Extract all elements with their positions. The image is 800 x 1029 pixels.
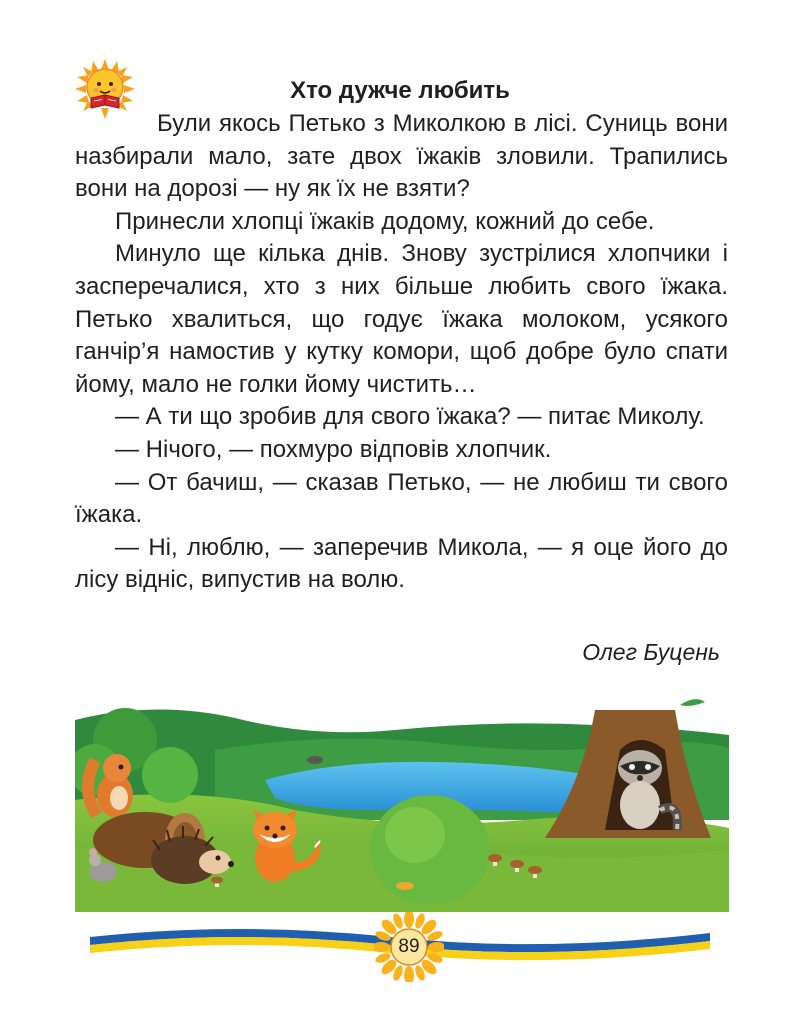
story-author: Олег Буцень <box>582 639 720 665</box>
page-number-badge <box>374 912 444 982</box>
story-paragraph: Були якось Петько з Миколкою в лісі. Суниць вони назбирали мало, зате двох їжаків зловили. Трапились вони на дорозі — ну як їх не взяти? <box>75 110 728 203</box>
story-paragraph: — А ти що зробив для свого їжака? — питає Миколу. <box>115 403 705 431</box>
story-paragraph: — Нічого, — похмуро відповів хлопчик. <box>115 435 552 463</box>
story-paragraph: — От бачиш, — сказав Петько, — не любиш ти свого їжака. <box>75 468 728 529</box>
story-title: Хто дужче любить <box>290 77 510 104</box>
story-paragraph: Принесли хлопці їжаків додому, кожний до себе. <box>115 207 655 235</box>
story-paragraph: Минуло ще кілька днів. Знову зустрілися хлопчики і засперечалися, хто з них більше любить свого їжака. Петько хвалиться, що годує їжака молоком, усякого ганчір’я намостив у кутку комори, щоб добре було спати йому, мало не голки йому чистить… <box>75 240 728 398</box>
forest-animals-illustration <box>75 690 729 912</box>
story-paragraph: — Ні, люблю, — заперечив Микола, — я оце його до лісу відніс, випустив на волю. <box>75 533 728 594</box>
story-text <box>75 108 728 597</box>
page-number: 89 <box>398 936 420 957</box>
